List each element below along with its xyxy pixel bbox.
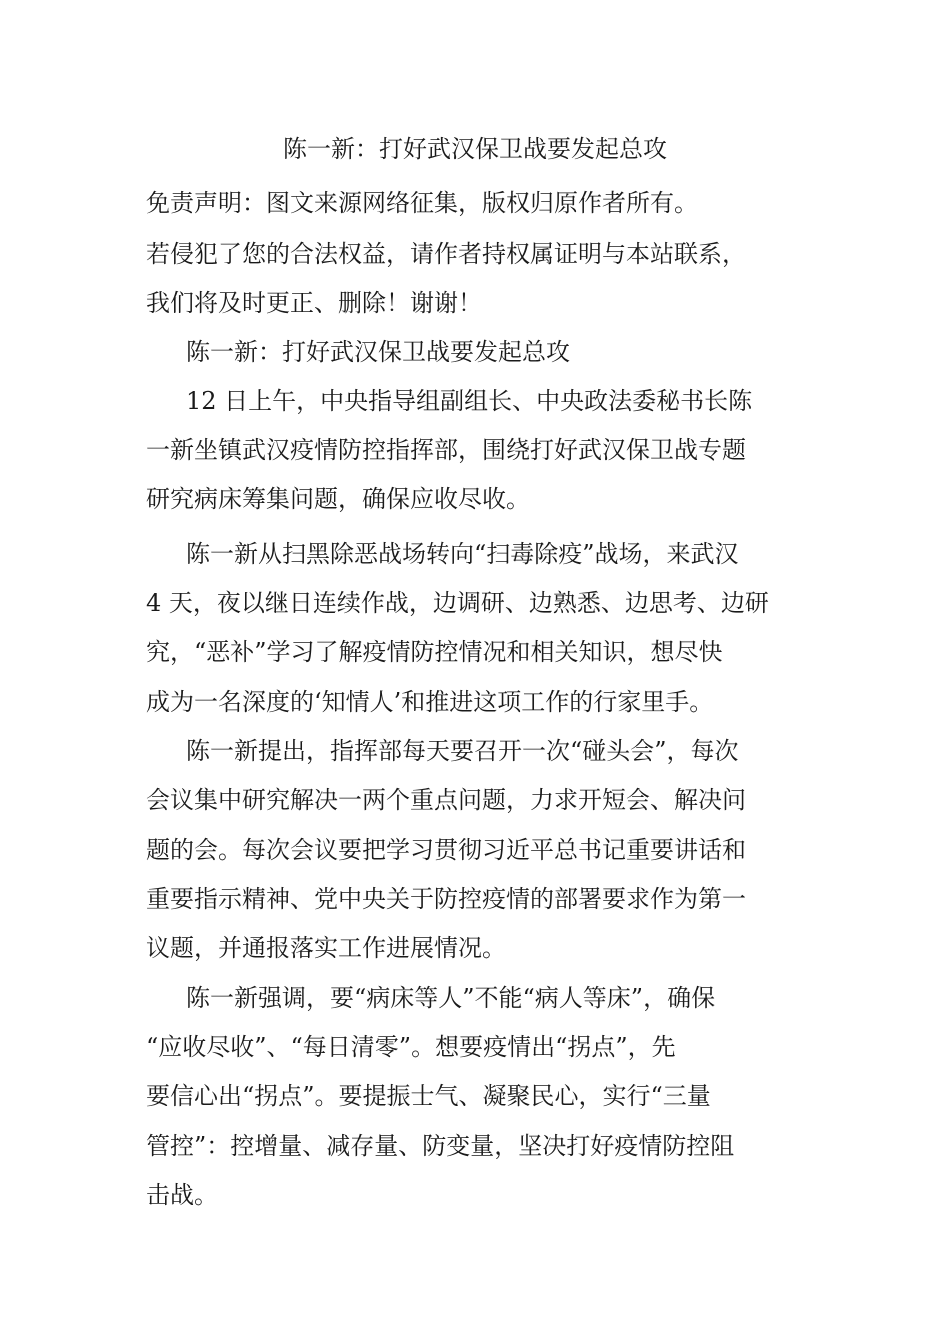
paragraph-line: 题的会。每次会议要把学习贯彻习近平总书记重要讲话和 <box>146 836 746 864</box>
disclaimer-line-2: 若侵犯了您的合法权益，请作者持权属证明与本站联系， <box>146 240 746 268</box>
paragraph-line: 4 天，夜以继日连续作战，边调研、边熟悉、边思考、边研 <box>146 589 769 617</box>
document-title: 陈一新：打好武汉保卫战要发起总攻 <box>283 135 667 163</box>
paragraph-line: 会议集中研究解决一两个重点问题，力求开短会、解决问 <box>146 786 746 814</box>
paragraph-line: 重要指示精神、党中央关于防控疫情的部署要求作为第一 <box>146 885 746 913</box>
paragraph-line: 陈一新提出，指挥部每天要召开一次“碰头会”，每次 <box>186 737 739 765</box>
paragraph-line: 一新坐镇武汉疫情防控指挥部，围绕打好武汉保卫战专题 <box>146 436 746 464</box>
article-heading: 陈一新：打好武汉保卫战要发起总攻 <box>186 338 570 366</box>
paragraph-line: 究，“恶补”学习了解疫情防控情况和相关知识，想尽快 <box>146 638 723 666</box>
paragraph-line: 研究病床筹集问题，确保应收尽收。 <box>146 485 530 513</box>
disclaimer-line-1: 免责声明：图文来源网络征集，版权归原作者所有。 <box>146 189 698 217</box>
disclaimer-line-3: 我们将及时更正、删除！谢谢！ <box>146 289 482 317</box>
paragraph-line: 成为一名深度的‘知情人’和推进这项工作的行家里手。 <box>146 688 714 716</box>
paragraph-line: 要信心出“拐点”。要提振士气、凝聚民心，实行“三量 <box>146 1082 711 1110</box>
paragraph-line: 12 日上午，中央指导组副组长、中央政法委秘书长陈 <box>186 387 753 415</box>
paragraph-line: 议题，并通报落实工作进展情况。 <box>146 934 506 962</box>
paragraph-line: 陈一新强调，要“病床等人”不能“病人等床”，确保 <box>186 984 716 1012</box>
paragraph-line: 击战。 <box>146 1181 218 1209</box>
paragraph-line: 管控”：控增量、减存量、防变量，坚决打好疫情防控阻 <box>146 1132 735 1160</box>
paragraph-line: 陈一新从扫黑除恶战场转向“扫毒除疫”战场，来武汉 <box>186 540 739 568</box>
paragraph-line: “应收尽收”、“每日清零”。想要疫情出“拐点”，先 <box>146 1033 676 1061</box>
